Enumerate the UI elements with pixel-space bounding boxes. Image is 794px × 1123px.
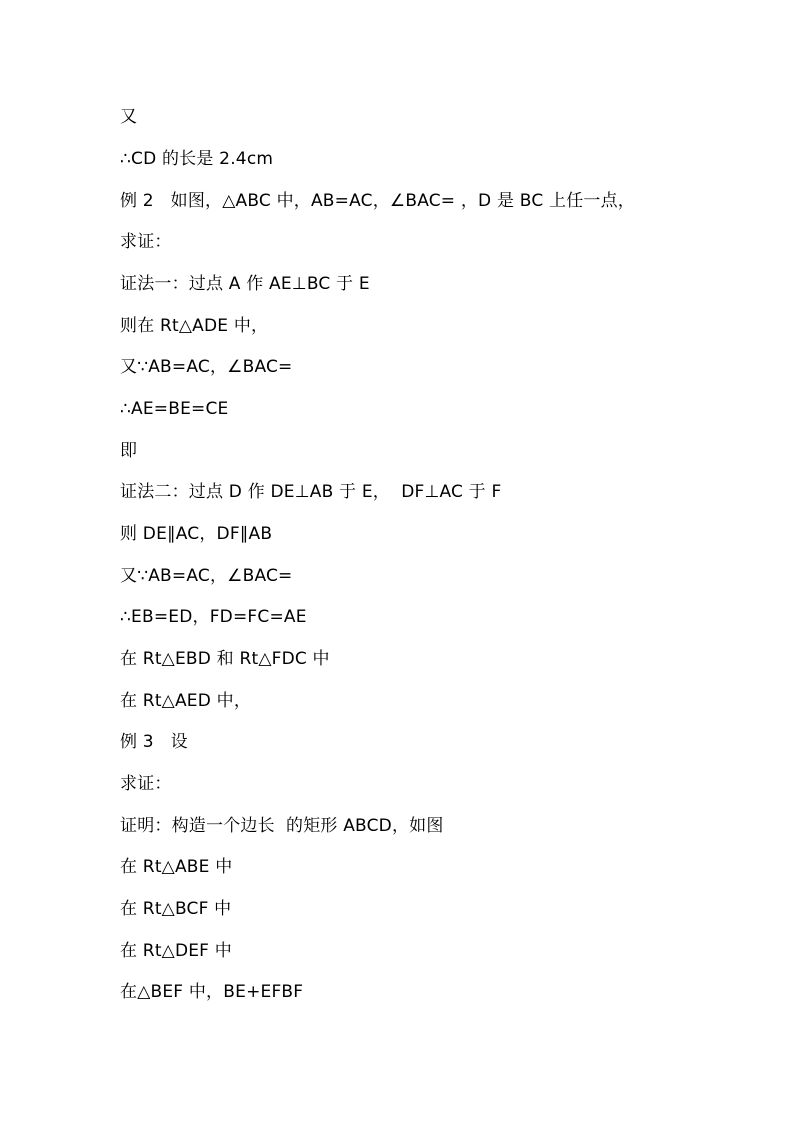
text-line: 证法二：过点 D 作 DE⊥AB 于 E， DF⊥AC 于 F <box>120 482 502 502</box>
text-line: 在 Rt△BCF 中 <box>120 899 232 919</box>
text-line: 则 DE∥AC，DF∥AB <box>120 524 273 544</box>
text-line: 例 2 如图，△ABC 中，AB=AC，∠BAC= ，D 是 BC 上任一点， <box>120 191 635 211</box>
text-line: 证法一：过点 A 作 AE⊥BC 于 E <box>120 274 370 294</box>
text-line: 则在 Rt△ADE 中， <box>120 316 269 336</box>
text-line: 在△BEF 中，BE+EFBF <box>120 982 304 1002</box>
text-line: 又 <box>120 107 138 127</box>
text-line: ∴CD 的长是 2.4cm <box>120 149 274 169</box>
text-line: 在 Rt△ABE 中 <box>120 857 233 877</box>
text-line: 求证： <box>120 232 172 252</box>
text-line: 求证： <box>120 774 172 794</box>
text-line: 又∵AB=AC，∠BAC= <box>120 566 293 586</box>
text-line: 在 Rt△AED 中， <box>120 691 252 711</box>
text-line: 又∵AB=AC，∠BAC= <box>120 357 293 377</box>
text-line: ∴AE=BE=CE <box>120 399 229 419</box>
text-line: ∴EB=ED，FD=FC=AE <box>120 607 307 627</box>
text-line: 在 Rt△EBD 和 Rt△FDC 中 <box>120 649 330 669</box>
text-line: 在 Rt△DEF 中 <box>120 941 232 961</box>
text-line: 即 <box>120 441 138 461</box>
text-line: 证明：构造一个边长 的矩形 ABCD，如图 <box>120 816 444 836</box>
text-line: 例 3 设 <box>120 732 188 752</box>
